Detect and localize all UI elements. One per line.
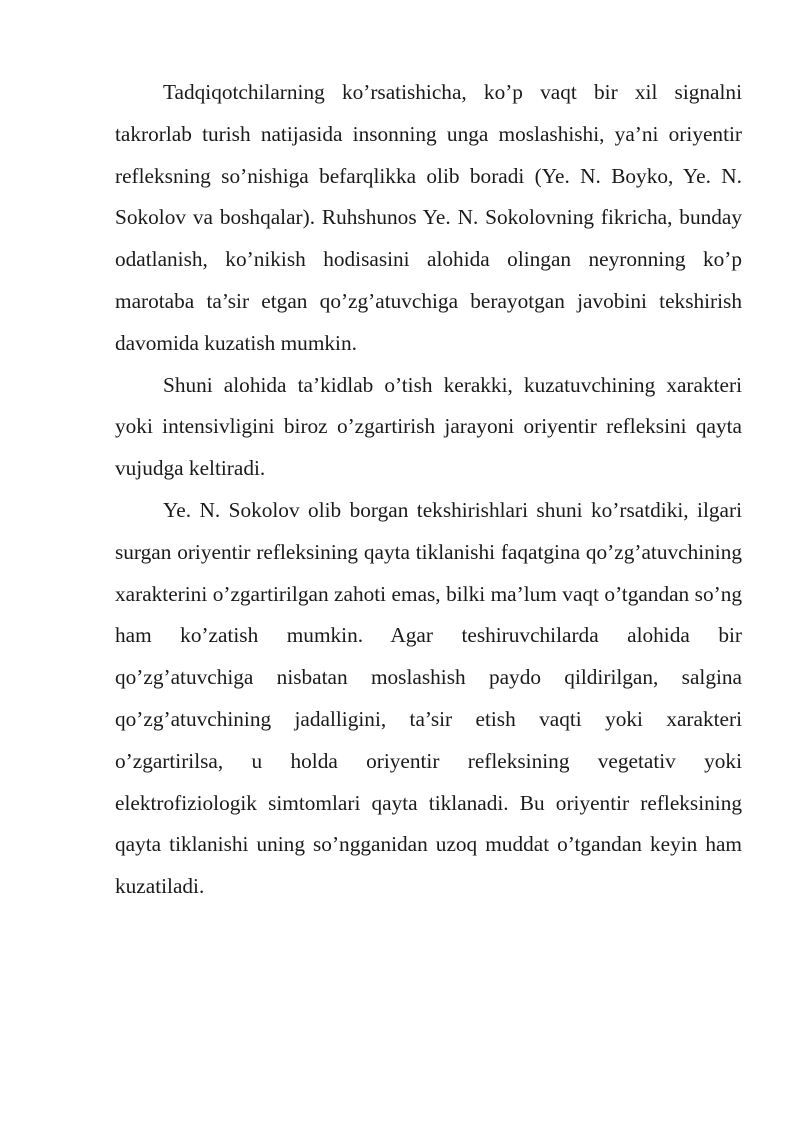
document-body <box>115 72 742 908</box>
paragraph-1: Tadqiqotchilarning ko’rsatishicha, ko’p vaqt bir xil signalni takrorlab turish natijasida insonning unga moslashishi, ya’ni oriyentir refleksning so’nishiga befarqlikka olib boradi (Ye. N. Boyko, Ye. N. Sokolov va boshqalar). Ruhshunos Ye. N. Sokolovning fikricha, bunday odatlanish, ko’nikish hodisasini alohida olingan neyronning ko’p marotaba ta’sir etgan qo’zg’atuvchiga berayotgan javobini tekshirish davomida kuzatish mumkin. <box>115 80 742 355</box>
paragraph-2: Shuni alohida ta’kidlab o’tish kerakki, kuzatuvchining xarakteri yoki intensivligini biroz o’zgartirish jarayoni oriyentir refleksini qayta vujudga keltiradi. <box>115 372 742 481</box>
paragraph-3: Ye. N. Sokolov olib borgan tekshirishlari shuni ko’rsatdiki, ilgari surgan oriyentir refleksining qayta tiklanishi faqatgina qo’zg’atuvchining xarakterini o’zgartirilgan zahoti emas, bilki ma’lum vaqt o’tgandan so’ng ham ko’zatish mumkin. Agar teshiruvchilarda alohida bir qo’zg’atuvchiga nisbatan moslashish paydo qildirilgan, salgina qo’zg’atuvchining jadalligini, ta’sir etish vaqti yoki xarakteri o’zgartirilsa, u holda oriyentir refleksining vegetativ yoki elektrofiziologik simtomlari qayta tiklanadi. Bu oriyentir refleksining qayta tiklanishi uning so’ngganidan uzoq muddat o’tgandan keyin ham kuzatiladi. <box>115 497 742 899</box>
